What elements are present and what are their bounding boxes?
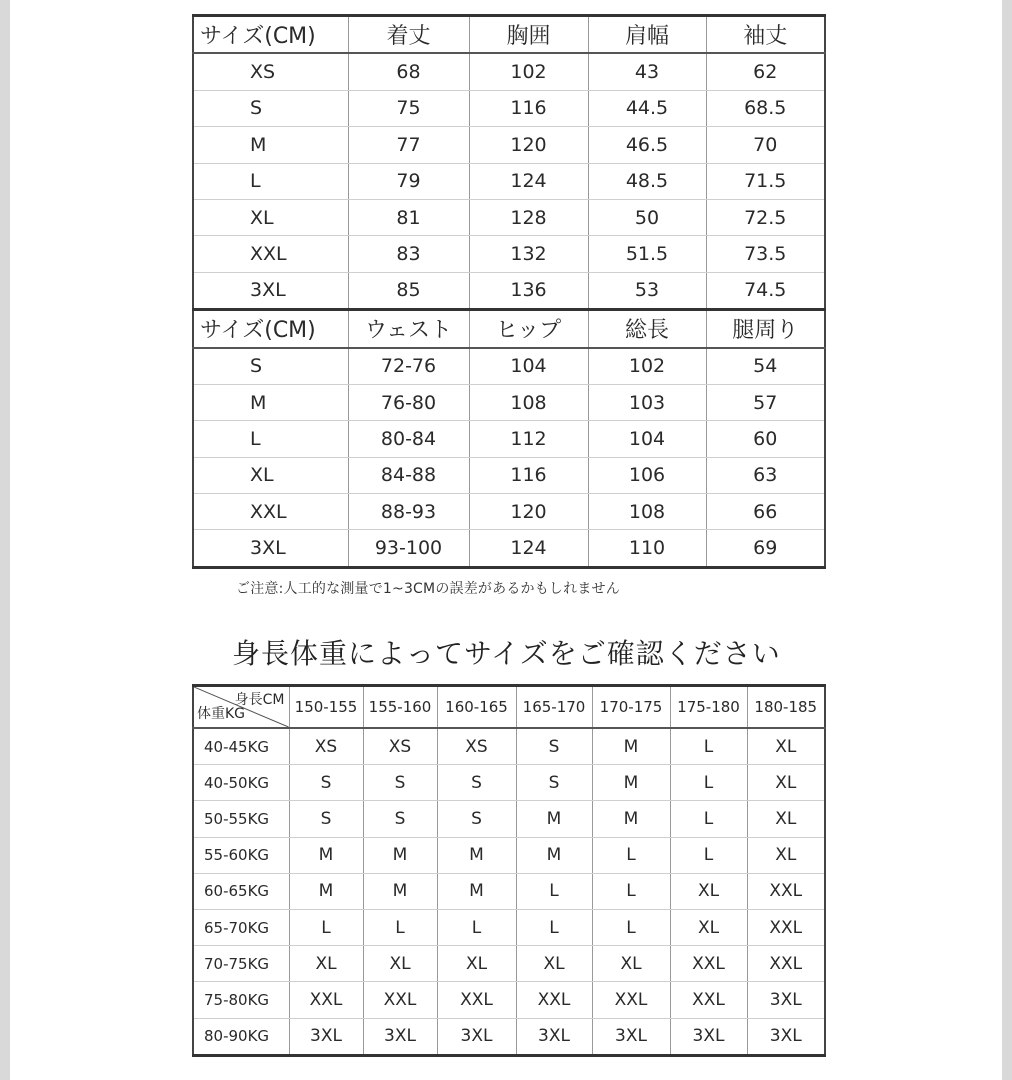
right-edge-shade <box>1002 0 1012 1080</box>
size-cell: M <box>437 873 516 909</box>
table-cell: 124 <box>469 163 588 199</box>
column-header: 着丈 <box>348 16 469 54</box>
size-cell: M <box>516 801 592 837</box>
size-cell: L <box>516 873 592 909</box>
table-row <box>193 837 825 873</box>
table-cell: 72.5 <box>706 199 825 235</box>
table-row <box>193 384 825 420</box>
height-range-header: 165-170 <box>516 686 592 729</box>
size-cell: L <box>670 837 747 873</box>
size-cell: XXL <box>747 873 825 909</box>
column-header: 総長 <box>588 310 706 348</box>
table-cell: 116 <box>469 457 588 493</box>
weight-range-label: 75-80KG <box>193 982 289 1018</box>
size-header-row <box>193 310 825 348</box>
table-cell: 68 <box>348 53 469 90</box>
column-header: 腿周り <box>706 310 825 348</box>
table-cell: L <box>193 163 348 199</box>
table-cell: XXL <box>193 236 348 272</box>
size-cell: M <box>592 801 670 837</box>
table-cell: 51.5 <box>588 236 706 272</box>
size-cell: XL <box>747 801 825 837</box>
size-cell: L <box>363 909 437 945</box>
size-cell: XXL <box>363 982 437 1018</box>
table-cell: 108 <box>469 384 588 420</box>
fit-header-row <box>193 686 825 729</box>
size-cell: M <box>289 873 363 909</box>
table-row <box>193 127 825 163</box>
table-cell: 75 <box>348 90 469 126</box>
table-cell: 128 <box>469 199 588 235</box>
column-header: ヒップ <box>469 310 588 348</box>
table-row <box>193 728 825 765</box>
size-cell: 3XL <box>592 1018 670 1055</box>
table-row <box>193 348 825 385</box>
height-range-header: 150-155 <box>289 686 363 729</box>
table-cell: 48.5 <box>588 163 706 199</box>
size-cell: 3XL <box>747 982 825 1018</box>
table-cell: 62 <box>706 53 825 90</box>
size-cell: XL <box>747 837 825 873</box>
size-cell: L <box>670 728 747 765</box>
table-cell: 71.5 <box>706 163 825 199</box>
size-header-row <box>193 16 825 54</box>
column-header: サイズ(CM) <box>193 16 348 54</box>
size-cell: 3XL <box>670 1018 747 1055</box>
table-cell: 132 <box>469 236 588 272</box>
table-cell: 54 <box>706 348 825 385</box>
table-cell: 104 <box>588 421 706 457</box>
height-range-header: 180-185 <box>747 686 825 729</box>
column-header: ウェスト <box>348 310 469 348</box>
size-cell: XL <box>516 946 592 982</box>
size-cell: 3XL <box>437 1018 516 1055</box>
table-row <box>193 909 825 945</box>
column-header: サイズ(CM) <box>193 310 348 348</box>
corner-header-cell <box>193 686 289 729</box>
table-cell: 103 <box>588 384 706 420</box>
size-cell: XXL <box>747 946 825 982</box>
table-cell: 60 <box>706 421 825 457</box>
table-cell: 81 <box>348 199 469 235</box>
table-row <box>193 199 825 235</box>
column-header: 袖丈 <box>706 16 825 54</box>
table-cell: 3XL <box>193 530 348 567</box>
table-cell: 108 <box>588 494 706 530</box>
weight-range-label: 70-75KG <box>193 946 289 982</box>
size-cell: XL <box>670 873 747 909</box>
table-cell: 79 <box>348 163 469 199</box>
size-cell: M <box>289 837 363 873</box>
size-cell: XS <box>437 728 516 765</box>
size-cell: S <box>516 765 592 801</box>
size-cell: 3XL <box>363 1018 437 1055</box>
size-cell: XXL <box>592 982 670 1018</box>
table-cell: 53 <box>588 272 706 309</box>
size-cell: XXL <box>670 982 747 1018</box>
table-cell: 80-84 <box>348 421 469 457</box>
table-row <box>193 1018 825 1055</box>
weight-range-label: 50-55KG <box>193 801 289 837</box>
table-row <box>193 873 825 909</box>
table-cell: 85 <box>348 272 469 309</box>
size-cell: L <box>670 765 747 801</box>
height-range-header: 160-165 <box>437 686 516 729</box>
table-cell: 74.5 <box>706 272 825 309</box>
table-cell: M <box>193 384 348 420</box>
size-cell: S <box>363 801 437 837</box>
size-cell: 3XL <box>516 1018 592 1055</box>
table-row <box>193 946 825 982</box>
table-cell: S <box>193 348 348 385</box>
size-cell: XL <box>747 728 825 765</box>
table-cell: 43 <box>588 53 706 90</box>
height-range-header: 155-160 <box>363 686 437 729</box>
size-cell: XL <box>289 946 363 982</box>
size-cell: S <box>289 801 363 837</box>
table-cell: XS <box>193 53 348 90</box>
size-cell: XXL <box>670 946 747 982</box>
size-cell: M <box>592 728 670 765</box>
size-cell: XL <box>363 946 437 982</box>
table-cell: XL <box>193 199 348 235</box>
weight-axis-label: 体重KG <box>197 706 246 722</box>
size-cell: L <box>592 837 670 873</box>
size-cell: S <box>437 765 516 801</box>
weight-range-label: 40-45KG <box>193 728 289 765</box>
table-cell: 66 <box>706 494 825 530</box>
size-cell: XXL <box>289 982 363 1018</box>
table-cell: 68.5 <box>706 90 825 126</box>
table-cell: 112 <box>469 421 588 457</box>
size-cell: XS <box>289 728 363 765</box>
table-cell: 104 <box>469 348 588 385</box>
table-cell: 73.5 <box>706 236 825 272</box>
table-cell: 120 <box>469 494 588 530</box>
size-cell: 3XL <box>289 1018 363 1055</box>
height-axis-label: 身長CM <box>234 692 285 708</box>
weight-range-label: 65-70KG <box>193 909 289 945</box>
size-cell: XXL <box>747 909 825 945</box>
height-weight-size-table <box>192 684 826 1057</box>
table-cell: S <box>193 90 348 126</box>
table-cell: 110 <box>588 530 706 567</box>
size-cell: XS <box>363 728 437 765</box>
table-cell: 72-76 <box>348 348 469 385</box>
table-cell: 120 <box>469 127 588 163</box>
table-cell: 50 <box>588 199 706 235</box>
table-row <box>193 163 825 199</box>
garment-size-table <box>192 14 826 569</box>
table-cell: 102 <box>469 53 588 90</box>
size-cell: XL <box>437 946 516 982</box>
size-cell: L <box>516 909 592 945</box>
height-range-header: 170-175 <box>592 686 670 729</box>
table-cell: 70 <box>706 127 825 163</box>
table-cell: L <box>193 421 348 457</box>
table-cell: 84-88 <box>348 457 469 493</box>
table-cell: 88-93 <box>348 494 469 530</box>
table-row <box>193 272 825 309</box>
table-cell: 116 <box>469 90 588 126</box>
table-cell: 44.5 <box>588 90 706 126</box>
left-edge-shade <box>0 0 10 1080</box>
size-cell: S <box>516 728 592 765</box>
size-cell: M <box>516 837 592 873</box>
size-cell: L <box>289 909 363 945</box>
size-cell: M <box>363 873 437 909</box>
height-range-header: 175-180 <box>670 686 747 729</box>
table-cell: 63 <box>706 457 825 493</box>
table-cell: 93-100 <box>348 530 469 567</box>
size-cell: 3XL <box>747 1018 825 1055</box>
table-cell: 69 <box>706 530 825 567</box>
column-header: 肩幅 <box>588 16 706 54</box>
table-cell: 76-80 <box>348 384 469 420</box>
table-cell: 83 <box>348 236 469 272</box>
table-row <box>193 421 825 457</box>
table-row <box>193 457 825 493</box>
size-cell: XL <box>592 946 670 982</box>
measurement-note: ご注意:人工的な測量で1~3CMの誤差があるかもしれません <box>236 581 620 597</box>
weight-range-label: 60-65KG <box>193 873 289 909</box>
table-cell: 46.5 <box>588 127 706 163</box>
table-cell: 124 <box>469 530 588 567</box>
table-cell: 136 <box>469 272 588 309</box>
size-cell: S <box>363 765 437 801</box>
table-row <box>193 53 825 90</box>
size-cell: S <box>437 801 516 837</box>
table-row <box>193 765 825 801</box>
table-cell: 77 <box>348 127 469 163</box>
size-cell: L <box>592 873 670 909</box>
table-cell: 102 <box>588 348 706 385</box>
size-cell: XL <box>747 765 825 801</box>
table-row <box>193 236 825 272</box>
size-cell: XL <box>670 909 747 945</box>
size-cell: L <box>592 909 670 945</box>
table-cell: 106 <box>588 457 706 493</box>
table-cell: XL <box>193 457 348 493</box>
table-row <box>193 530 825 567</box>
table-cell: 57 <box>706 384 825 420</box>
column-header: 胸囲 <box>469 16 588 54</box>
size-cell: L <box>437 909 516 945</box>
table-row <box>193 982 825 1018</box>
size-cell: L <box>670 801 747 837</box>
table-row <box>193 494 825 530</box>
size-cell: M <box>363 837 437 873</box>
table-cell: XXL <box>193 494 348 530</box>
size-guide-title: 身長体重によってサイズをご確認ください <box>232 637 781 670</box>
size-cell: XXL <box>437 982 516 1018</box>
table-cell: M <box>193 127 348 163</box>
table-row <box>193 90 825 126</box>
size-cell: XXL <box>516 982 592 1018</box>
table-cell: 3XL <box>193 272 348 309</box>
weight-range-label: 40-50KG <box>193 765 289 801</box>
size-cell: S <box>289 765 363 801</box>
weight-range-label: 55-60KG <box>193 837 289 873</box>
size-cell: M <box>437 837 516 873</box>
weight-range-label: 80-90KG <box>193 1018 289 1055</box>
table-row <box>193 801 825 837</box>
size-cell: M <box>592 765 670 801</box>
